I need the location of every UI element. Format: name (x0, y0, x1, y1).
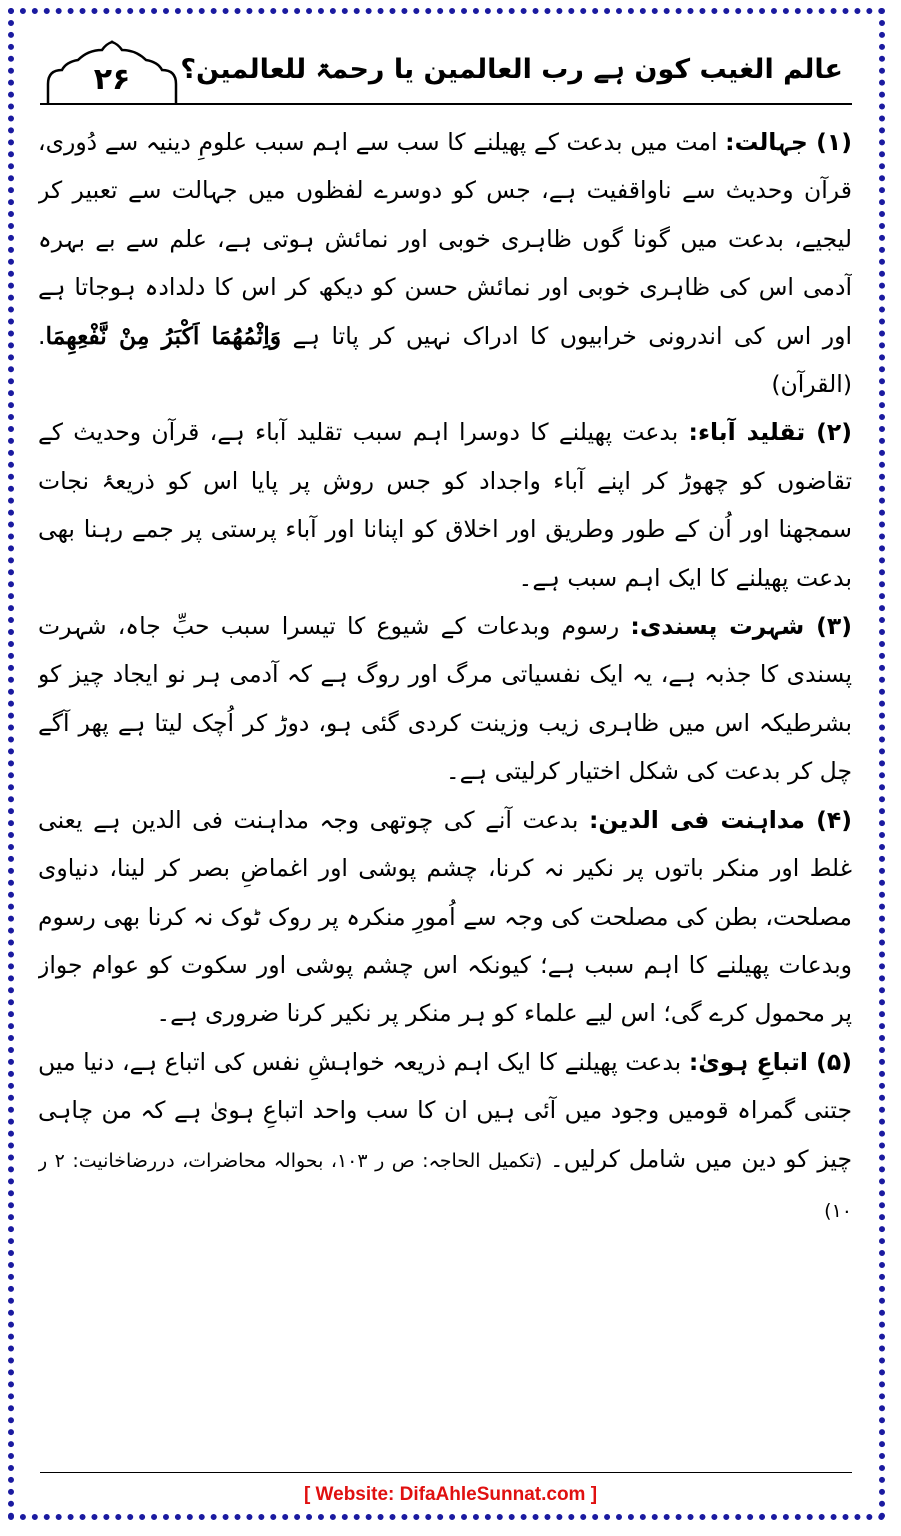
paragraph-heading: (۱) جہالت: (725, 128, 852, 156)
paragraph-fame-seeking (38, 602, 852, 796)
paragraph-text: بدعت پھیلنے کا دوسرا اہم سبب تقلید آباء ہے، قرآن وحدیث کے تقاضوں کو چھوڑ کر اپنے آباء واجداد کو جس روش پر پایا اس کو ذریعۂ نجات سمجھنا اور اُن کے طور وطریق اور اخلاق کو اپنانا اور آباء پرستی پر جمے رہنا بھی بدعت پھیلنے کا ایک اہم سبب ہے۔ (38, 418, 852, 592)
paragraph-text: رسوم وبدعات کے شیوع کا تیسرا سبب حبِّ جاہ، شہرت پسندی کا جذبہ ہے، یہ ایک نفسیاتی مرگ اور روگ ہے کہ آدمی ہر نو ایجاد چیز کو بشرطیکہ اس میں ظاہری زیب وزینت کردی گئی ہو، دوڑ کر اُچک لیتا ہے پھر آگے چل کر بدعت کی شکل اختیار کرلیتی ہے۔ (38, 612, 852, 786)
quran-verse: وَاِثْمُهُمَا اَكْبَرُ مِنْ نَّفْعِهِمَا (45, 321, 282, 350)
paragraph-compromise-in-religion (38, 796, 852, 1038)
paragraph-ancestral-imitation (38, 408, 852, 602)
footer-divider (40, 1472, 852, 1473)
website-footer[interactable]: [ Website: DifaAhleSunnat.com ] (303, 1484, 598, 1505)
paragraph-text: بدعت آنے کی چوتھی وجہ مداہنت فی الدین ہے یعنی غلط اور منکر باتوں پر نکیر نہ کرنا، چشم پوشی اور اغماضِ بصر کر لینا، دنیاوی مصلحت، بطن کی مصلحت کی وجہ سے اُمورِ منکرہ پر روک ٹوک نہ کرنا بھی رسوم وبدعات پھیلنے کا اہم سبب ہے؛ کیونکہ اس چشم پوشی اور سکوت کو عوام جواز پر محمول کرے گی؛ اس لیے علماء کو ہر منکر پر نکیر کرنا ضروری ہے۔ (38, 805, 852, 1028)
page-number: ۲۶ (93, 62, 131, 97)
paragraph-text: امت میں بدعت کے پھیلنے کا سب سے اہم سبب علومِ دینیہ سے دُوری، قرآن وحدیث سے ناواقفیت ہے، جس کو دوسرے لفظوں میں جہالت سے تعبیر کر لیجیے، بدعت میں گونا گوں ظاہری خوبی اور نمائش ہوتی ہے، علم سے بے بہرہ آدمی اس کی ظاہری خوبی اور نمائش حسن کو دیکھ کر اس کا دلدادہ ہوجاتا ہے اور اس کی اندرونی خرابیوں کا ادراک نہیں کر پاتا ہے (38, 128, 852, 350)
paragraph-heading: (۵) اتباعِ ہویٰ: (688, 1047, 852, 1076)
source-citation: (تکمیل الحاجہ: ص ر ۱۰۳، بحوالہ محاضرات، دررضاخانیت: ۲ ر ۱۰) (38, 1149, 852, 1222)
paragraph-text: بدعت پھیلنے کا ایک اہم ذریعہ خواہشِ نفس کی اتباع ہے، دنیا میں جتنی گمراہ قومیں وجود میں آئی ہیں ان کا سب واحد اتباعِ ہویٰ ہے کہ من چاہی چیز کو دین میں شامل کرلیں۔ (38, 1047, 852, 1173)
quran-reference: .(القرآن) (38, 321, 852, 399)
header-divider (40, 103, 852, 105)
page-number-badge (44, 40, 180, 106)
article-body (38, 118, 852, 1408)
paragraph-heading: (۲) تقلید آباء: (688, 418, 852, 447)
paragraph-heading: (۴) مداہنت فی الدین: (589, 805, 852, 834)
paragraph-following-desires (38, 1038, 852, 1236)
paragraph-heading: (۳) شہرت پسندی: (630, 612, 852, 641)
paragraph-ignorance (38, 118, 852, 408)
page-header-title: عالم الغیب کون ہے رب العالمین یا رحمۃ للعالمین؟ (180, 54, 843, 85)
